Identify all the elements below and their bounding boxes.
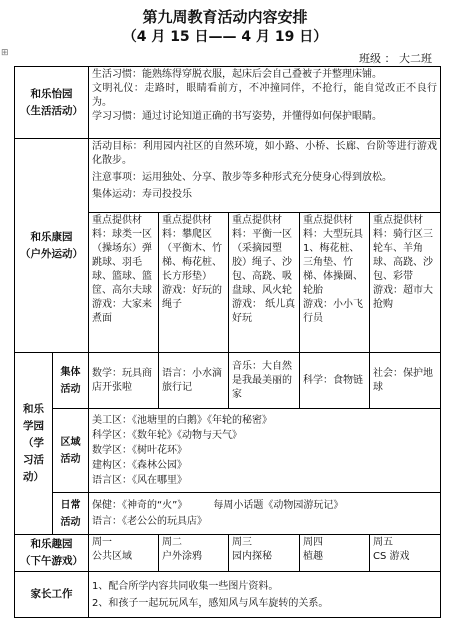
xue-garden-header: [15, 353, 53, 535]
kang-group-3-game: 游戏： 纸儿真好玩: [232, 299, 296, 324]
afternoon-wednesday: [229, 535, 300, 572]
day-label: 周三: [232, 537, 252, 548]
area-science: 科学区：《数年轮》《动物与天气》: [92, 430, 242, 441]
group-activity-music: 音乐：大自然是我最美丽的家: [229, 353, 300, 409]
group-label-1: 集体: [60, 366, 81, 378]
kang-group-5-materials: 重点提供材料：骑行区三轮车、羊角球、高跷、沙包、彩带: [373, 215, 433, 282]
daily-label-1: 日常: [60, 499, 81, 511]
kang-garden-header: [15, 139, 89, 353]
kang-goal: 活动目标：利用园内社区的自然环境，如小路、小桥、长廊、台阶等进行游戏化散步。: [92, 141, 438, 166]
xue-name-line-5: 动）: [23, 471, 44, 483]
afternoon-monday: [89, 535, 159, 572]
area-label-1: 区域: [60, 436, 81, 448]
kang-group-3: [229, 213, 300, 353]
yi-garden-subtitle: （生活活动）: [20, 104, 83, 117]
area-activity-content: [89, 409, 441, 493]
kang-group-1: [89, 213, 159, 353]
xue-name-line-1: 和乐: [23, 403, 44, 415]
kang-group-4: [300, 213, 370, 353]
afternoon-tuesday: [159, 535, 229, 572]
family-work-content: [89, 572, 441, 618]
le-garden-name: 和乐趣园: [30, 538, 73, 550]
table-move-handle-icon[interactable]: ⊞: [1, 48, 9, 58]
yi-garden-name: 和乐怡园: [30, 87, 73, 100]
kang-group-2-materials: 重点提供材料：攀爬区（平衡木、竹梯、梅花桩、长方形垫）: [162, 215, 222, 282]
kang-garden-name: 和乐康园: [30, 230, 73, 243]
page-title: 第九周教育活动内容安排: [142, 8, 308, 26]
daily-activity-label: [53, 493, 89, 535]
yi-line-habit: 生活习惯：能熟练得穿脱衣服，起床后会自己叠被子并整理床铺。: [92, 69, 382, 80]
group-label-2: 活动: [60, 383, 81, 395]
group-activity-society: 社会：保护地球: [370, 353, 441, 409]
family-work-header: 家长工作: [15, 572, 89, 618]
afternoon-thursday: [300, 535, 370, 572]
area-activity-label: [53, 409, 89, 493]
group-activity-math: 数学：玩具商店开张啦: [89, 353, 159, 409]
kang-group-2-game: 游戏：好玩的绳子: [162, 285, 222, 310]
area-math: 数学区：《树叶花环》: [92, 445, 187, 456]
kang-group-2: [159, 213, 229, 353]
xue-name-line-4: 习活: [23, 454, 44, 466]
kang-garden-subtitle: （户外运动）: [20, 247, 83, 260]
area-construction: 建构区：《森林公园》: [92, 460, 187, 471]
day-activity: 园内探秘: [232, 551, 272, 562]
area-art: 美工区：《池塘里的白鹅》《年轮的秘密》: [92, 415, 272, 426]
day-activity: CS 游戏: [373, 551, 410, 562]
kang-notice: 注意事项：运用独处、分享、散步等多种形式充分使身心得到放松。: [92, 172, 392, 183]
daily-health: 保健：《神奇的“火”》: [92, 499, 188, 511]
kang-group-4-materials: 重点提供材料：大型玩具 1、梅花桩、三角垫、竹梯、体操圈、轮胎: [303, 215, 363, 296]
le-garden-subtitle: （下午游戏）: [20, 555, 83, 567]
le-garden-header: [15, 535, 89, 572]
kang-group-4-game: 游戏：小小飞行员: [303, 299, 363, 324]
xue-name-line-2: 学园: [23, 420, 44, 432]
day-label: 周五: [373, 537, 393, 548]
kang-group-5-game: 游戏：超市大抢购: [373, 285, 433, 310]
afternoon-friday: [370, 535, 441, 572]
schedule-table: [14, 66, 441, 618]
group-activity-science: 科学：食物链: [300, 353, 370, 409]
group-activity-language: 语言：小水滴旅行记: [159, 353, 229, 409]
group-activity-label: [53, 353, 89, 409]
kang-group-1-game: 游戏：大家来煮面: [92, 299, 152, 324]
kang-group-3-materials: 重点提供材料：平衡一区（采摘园塑胶）绳子、沙包、高跷、吸盘球、风火轮: [232, 215, 292, 296]
yi-garden-content: [89, 67, 441, 139]
page-date-range: （4 月 15 日—— 4 月 19 日）: [122, 29, 328, 45]
day-label: 周二: [162, 537, 182, 548]
daily-weekly-topic: 每周小话题《动物园游玩记》: [213, 499, 344, 511]
xue-name-line-3: （学: [23, 437, 44, 449]
kang-garden-intro: [89, 139, 441, 213]
kang-group: 集体运动：寿司投投乐: [92, 189, 192, 200]
yi-line-study: 学习习惯：通过讨论知道正确的书写姿势，并懂得如何保护眼睛。: [92, 111, 382, 122]
family-line-2: 2、和孩子一起玩玩风车，感知风与风车旋转的关系。: [92, 597, 329, 609]
daily-language: 语言：《老公公的玩具店》: [92, 515, 207, 527]
day-activity: 户外涂鸦: [162, 551, 202, 562]
day-activity: 公共区域: [92, 551, 132, 562]
day-label: 周一: [92, 537, 112, 548]
family-line-1: 1、配合所学内容共同收集一些图片资料。: [92, 580, 279, 592]
yi-line-etiquette: 文明礼仪：走路时，眼睛看前方，不冲撞同伴，不抢行，能自觉改正不良行为。: [92, 83, 438, 108]
kang-group-1-materials: 重点提供材料：球类一区（操场东）弹跳球、羽毛球、篮球、篮筐、高尔夫球: [92, 215, 152, 296]
yi-garden-header: [15, 67, 89, 139]
kang-group-5: [370, 213, 441, 353]
area-label-2: 活动: [60, 453, 81, 465]
day-label: 周四: [303, 537, 323, 548]
day-activity: 植趣: [303, 551, 323, 562]
class-label: 班级 ： 大二班: [359, 52, 432, 65]
daily-activity-content: [89, 493, 441, 535]
daily-label-2: 活动: [60, 516, 81, 528]
area-language: 语言区：《风在哪里》: [92, 475, 187, 486]
